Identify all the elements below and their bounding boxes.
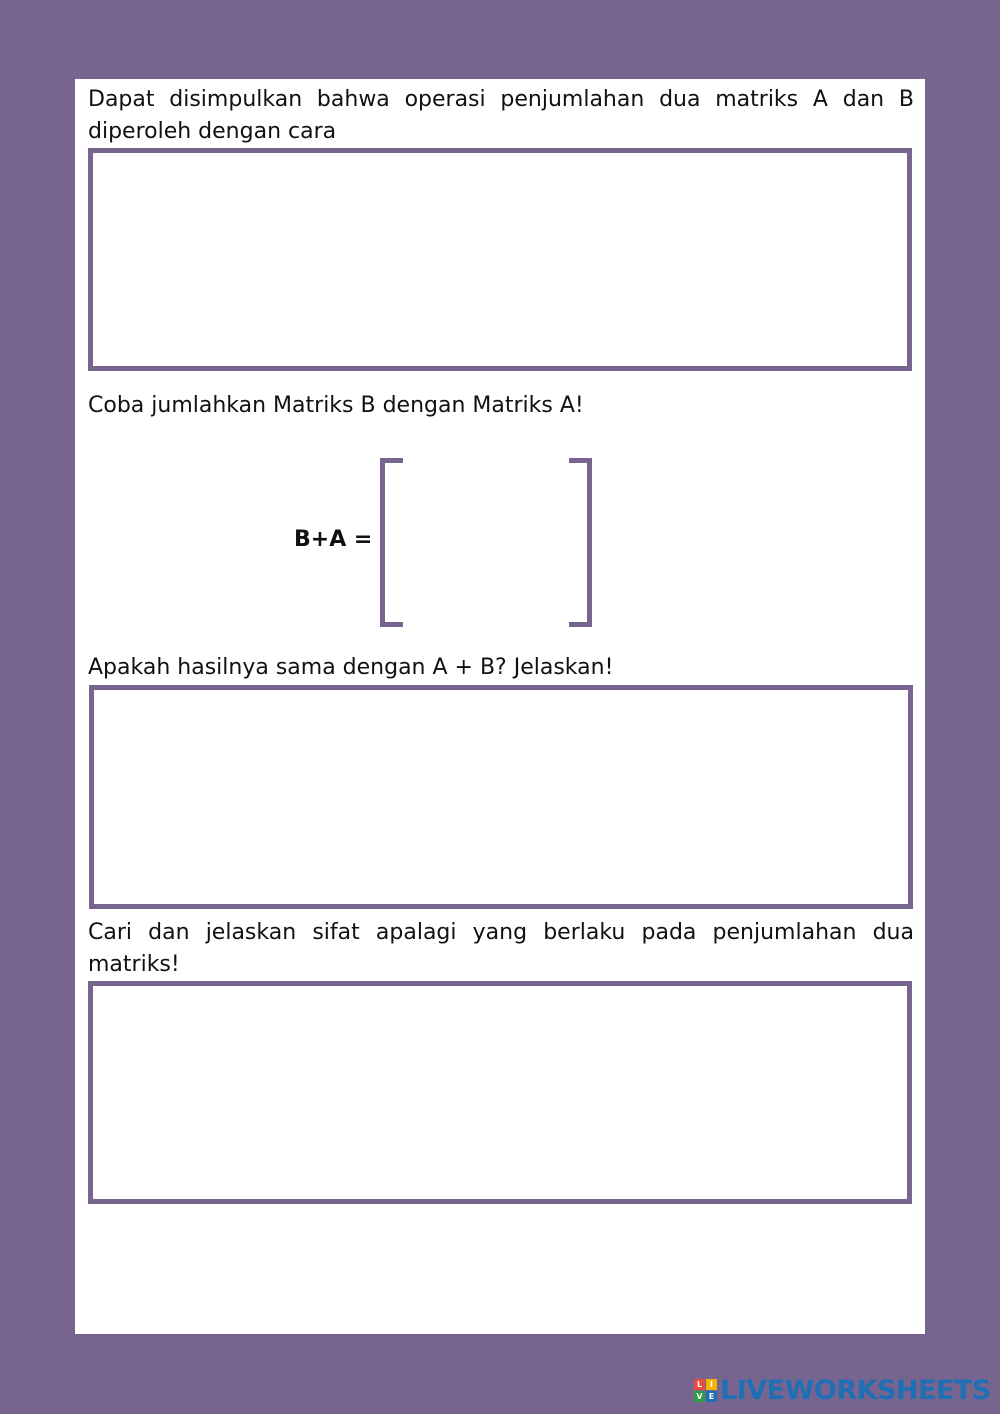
matrix-answer-area[interactable] — [403, 463, 569, 622]
matrix-label: B+A = — [294, 527, 373, 552]
logo-letter-v: V — [694, 1391, 705, 1402]
answer-box-2[interactable] — [89, 685, 913, 909]
logo-letter-l: L — [694, 1379, 705, 1390]
question-2-text: Coba jumlahkan Matriks B dengan Matriks A! — [88, 393, 584, 418]
logo-icon — [694, 1379, 717, 1402]
logo-letter-e: E — [706, 1391, 717, 1402]
answer-box-3[interactable] — [88, 981, 912, 1204]
question-1-text: Dapat disimpulkan bahwa operasi penjumlahan dua matriks A dan B diperoleh dengan cara — [88, 87, 914, 144]
logo-letter-i: I — [706, 1379, 717, 1390]
matrix-right-bracket — [569, 458, 592, 627]
brand-name: LIVEWORKSHEETS — [720, 1374, 991, 1406]
answer-box-1[interactable] — [88, 148, 912, 371]
question-3-text: Apakah hasilnya sama dengan A + B? Jelaskan! — [88, 655, 614, 680]
liveworksheets-logo — [694, 1376, 991, 1404]
matrix-left-bracket — [380, 458, 403, 627]
question-4-text: Cari dan jelaskan sifat apalagi yang berlaku pada penjumlahan dua matriks! — [88, 920, 914, 977]
